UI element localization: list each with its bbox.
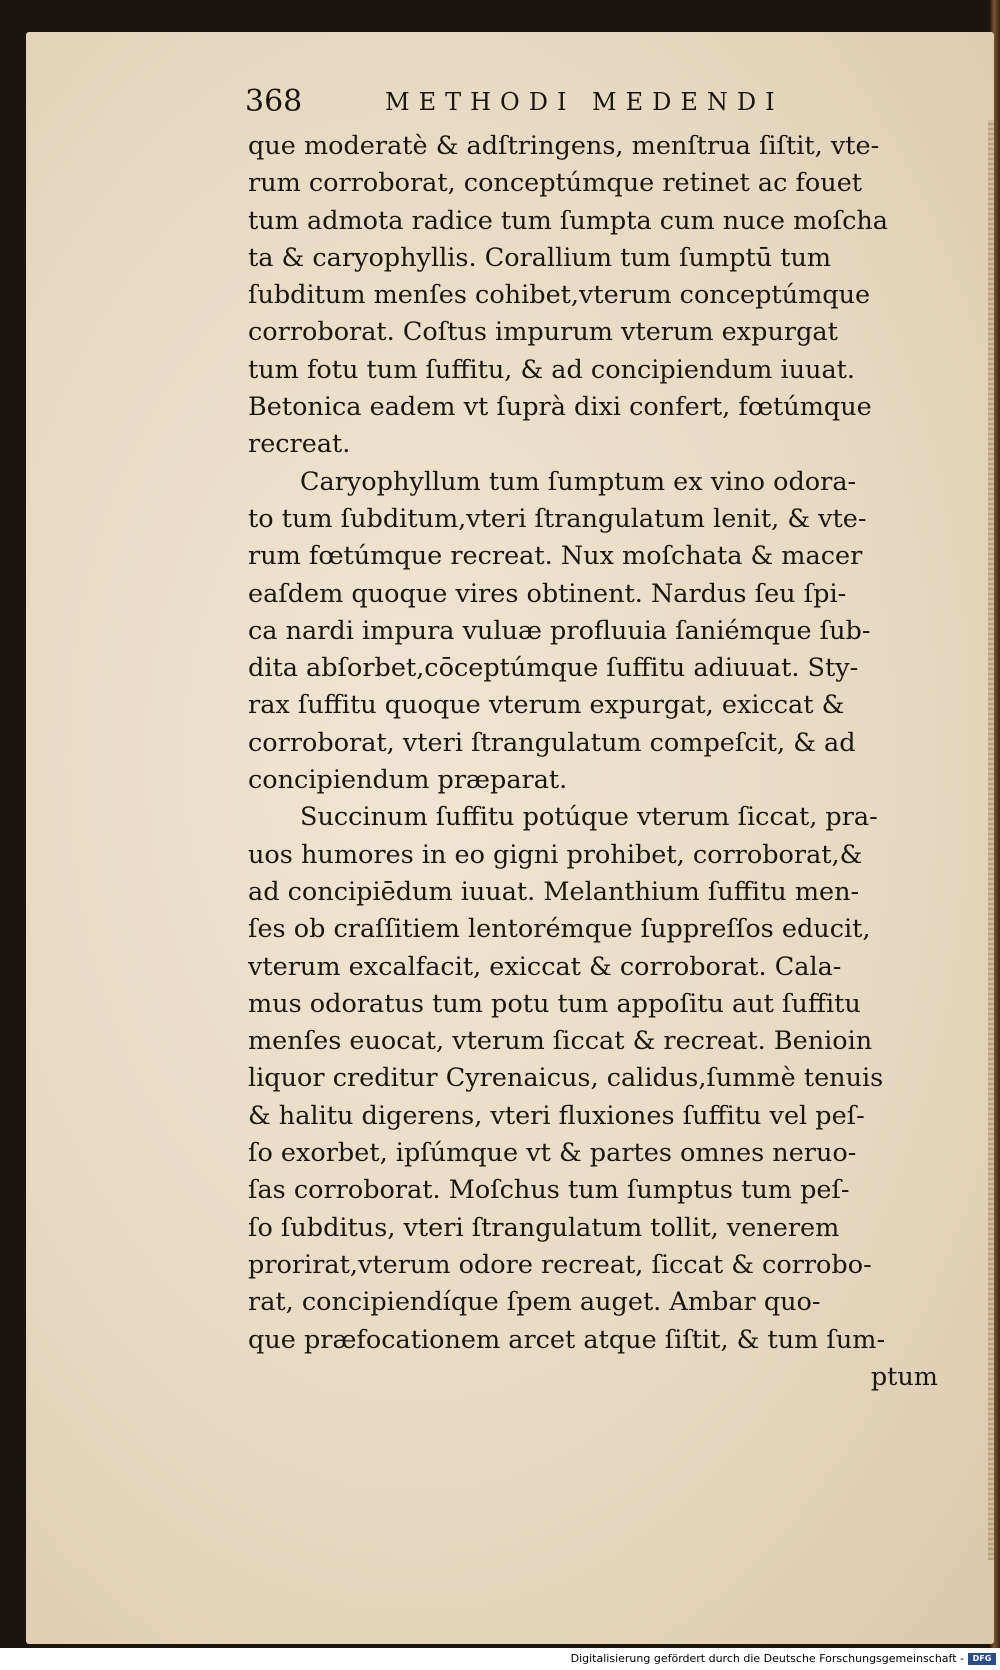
text-line: Betonica eadem vt ſuprà dixi confert, fœtúmque bbox=[248, 392, 872, 423]
text-line: corroborat, vteri ſtrangulatum compeſcit, & ad bbox=[248, 727, 856, 758]
running-head bbox=[245, 84, 865, 128]
funding-credit: Digitalisierung gefördert durch die Deutsche Forschungsgemeinschaft - bbox=[570, 1652, 964, 1665]
text-line: recreat. bbox=[248, 429, 351, 460]
text-line: ca nardi impura vuluæ profluuia ſaniémque ſub- bbox=[248, 615, 871, 646]
text-line: uos humores in eo gigni prohibet, corroborat,& bbox=[248, 839, 863, 870]
text-line: liquor creditur Cyrenaicus, calidus,ſummè tenuis bbox=[248, 1063, 884, 1094]
text-line: ſo ſubditus, vteri ſtrangulatum tollit, venerem bbox=[248, 1212, 840, 1243]
text-line: rax ſuffitu quoque vterum expurgat, exiccat & bbox=[248, 690, 845, 721]
page-number: 368 bbox=[245, 84, 303, 119]
paragraph-start-line: Succinum ſuffitu potúque vterum ſiccat, pra- bbox=[300, 802, 878, 833]
text-line: ſes ob craſſitiem lentorémque ſuppreſſos educit, bbox=[248, 914, 871, 945]
text-line: prorirat,vterum odore recreat, ſiccat & corrobo- bbox=[248, 1249, 872, 1280]
paragraph-start-line: Caryophyllum tum ſumptum ex vino odora- bbox=[300, 466, 857, 497]
text-line: mus odoratus tum potu tum appoſitu aut ſuffitu bbox=[248, 988, 861, 1019]
text-line: ad concipiēdum iuuat. Melanthium ſuffitu men- bbox=[248, 876, 860, 907]
text-line: to tum ſubditum,vteri ſtrangulatum lenit, & vte- bbox=[248, 503, 867, 534]
text-line: rum corroborat, conceptúmque retinet ac fouet bbox=[248, 168, 863, 199]
text-line: ſo exorbet, ipſúmque vt & partes omnes neruo- bbox=[248, 1138, 857, 1169]
text-line: ſubditum menſes cohibet,vterum conceptúmque bbox=[248, 280, 871, 311]
body-text bbox=[248, 128, 938, 1396]
text-line: tum fotu tum ſuffitu, & ad concipiendum iuuat. bbox=[248, 354, 856, 385]
text-line: & halitu digerens, vteri fluxiones ſuffitu vel peſ- bbox=[248, 1100, 865, 1131]
digitization-footer bbox=[0, 1650, 1000, 1670]
text-line: rum fœtúmque recreat. Nux moſchata & macer bbox=[248, 541, 863, 572]
text-line: vterum excalfacit, exiccat & corroborat. Cala- bbox=[248, 951, 842, 982]
text-line: menſes euocat, vterum ſiccat & recreat. Benioin bbox=[248, 1026, 873, 1057]
dfg-logo: DFG bbox=[968, 1653, 996, 1665]
text-line: tum admota radice tum ſumpta cum nuce moſcha bbox=[248, 205, 888, 236]
page-edges bbox=[988, 120, 994, 1560]
text-line: eaſdem quoque vires obtinent. Nardus ſeu ſpi- bbox=[248, 578, 847, 609]
text-line: ſas corroborat. Moſchus tum ſumptus tum peſ- bbox=[248, 1175, 850, 1206]
text-line: que moderatè & adſtringens, menſtrua ſiſtit, vte- bbox=[248, 131, 880, 161]
text-line: corroborat. Coſtus impurum vterum expurgat bbox=[248, 317, 838, 348]
text-line: dita abſorbet,cōceptúmque ſuffitu adiuuat. Sty- bbox=[248, 653, 859, 684]
running-title: METHODI MEDENDI bbox=[385, 88, 784, 116]
text-line: ta & caryophyllis. Corallium tum ſumptū tum bbox=[248, 242, 832, 273]
text-line: concipiendum præparat. bbox=[248, 765, 568, 796]
text-line: que præfocationem arcet atque ſiſtit, & tum ſum- bbox=[248, 1324, 886, 1355]
catchword: ptum bbox=[870, 1361, 938, 1392]
text-line: rat, concipiendíque ſpem auget. Ambar quo- bbox=[248, 1287, 821, 1318]
